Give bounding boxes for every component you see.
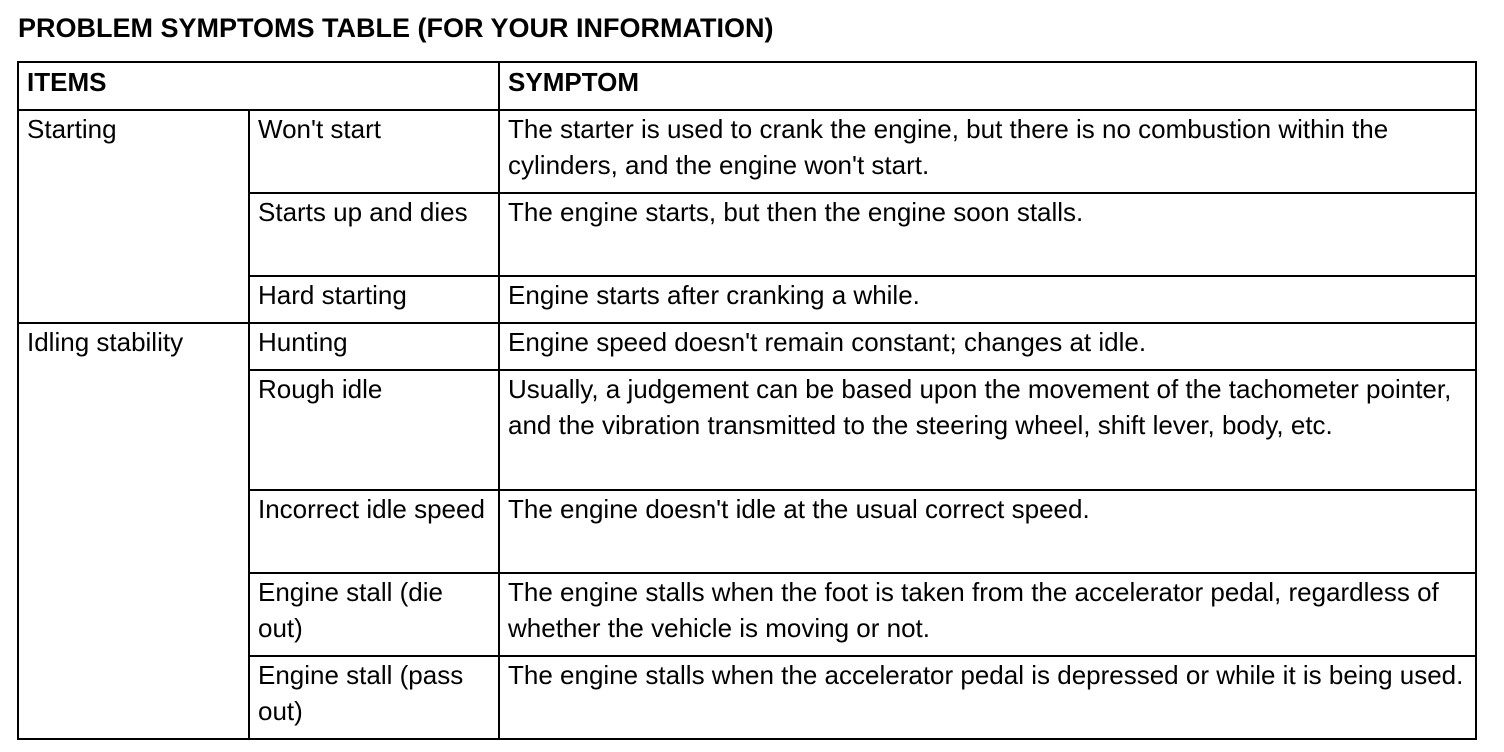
item-cell: Rough idle	[249, 370, 499, 490]
problem-symptoms-table	[17, 61, 1477, 740]
group-label-starting: Starting	[18, 110, 249, 323]
item-cell: Engine stall (pass out)	[249, 656, 499, 739]
item-cell: Hunting	[249, 323, 499, 370]
item-cell: Won't start	[249, 110, 499, 193]
symptom-cell: The engine doesn't idle at the usual correct speed.	[499, 490, 1476, 573]
table-row	[18, 110, 1476, 193]
symptom-cell: Engine speed doesn't remain constant; changes at idle.	[499, 323, 1476, 370]
symptom-cell: The engine starts, but then the engine soon stalls.	[499, 193, 1476, 276]
page-title: PROBLEM SYMPTOMS TABLE (FOR YOUR INFORMATION)	[18, 13, 774, 43]
item-cell: Starts up and dies	[249, 193, 499, 276]
item-cell: Hard starting	[249, 276, 499, 323]
item-cell: Incorrect idle speed	[249, 490, 499, 573]
item-cell: Engine stall (die out)	[249, 573, 499, 656]
table-header-row	[18, 62, 1476, 110]
header-symptom: SYMPTOM	[499, 62, 1476, 110]
table-row	[18, 323, 1476, 370]
group-label-idling: Idling stability	[18, 323, 249, 739]
symptom-cell: The starter is used to crank the engine, but there is no combustion within the cylinders, and the engine won't start.	[499, 110, 1476, 193]
symptom-cell: The engine stalls when the accelerator pedal is depressed or while it is being used.	[499, 656, 1476, 739]
symptom-cell: Usually, a judgement can be based upon the movement of the tachometer pointer, and the vibration transmitted to the steering wheel, shift lever, body, etc.	[499, 370, 1476, 490]
header-items: ITEMS	[18, 62, 499, 110]
symptom-cell: The engine stalls when the foot is taken from the accelerator pedal, regardless of whether the vehicle is moving or not.	[499, 573, 1476, 656]
symptom-cell: Engine starts after cranking a while.	[499, 276, 1476, 323]
